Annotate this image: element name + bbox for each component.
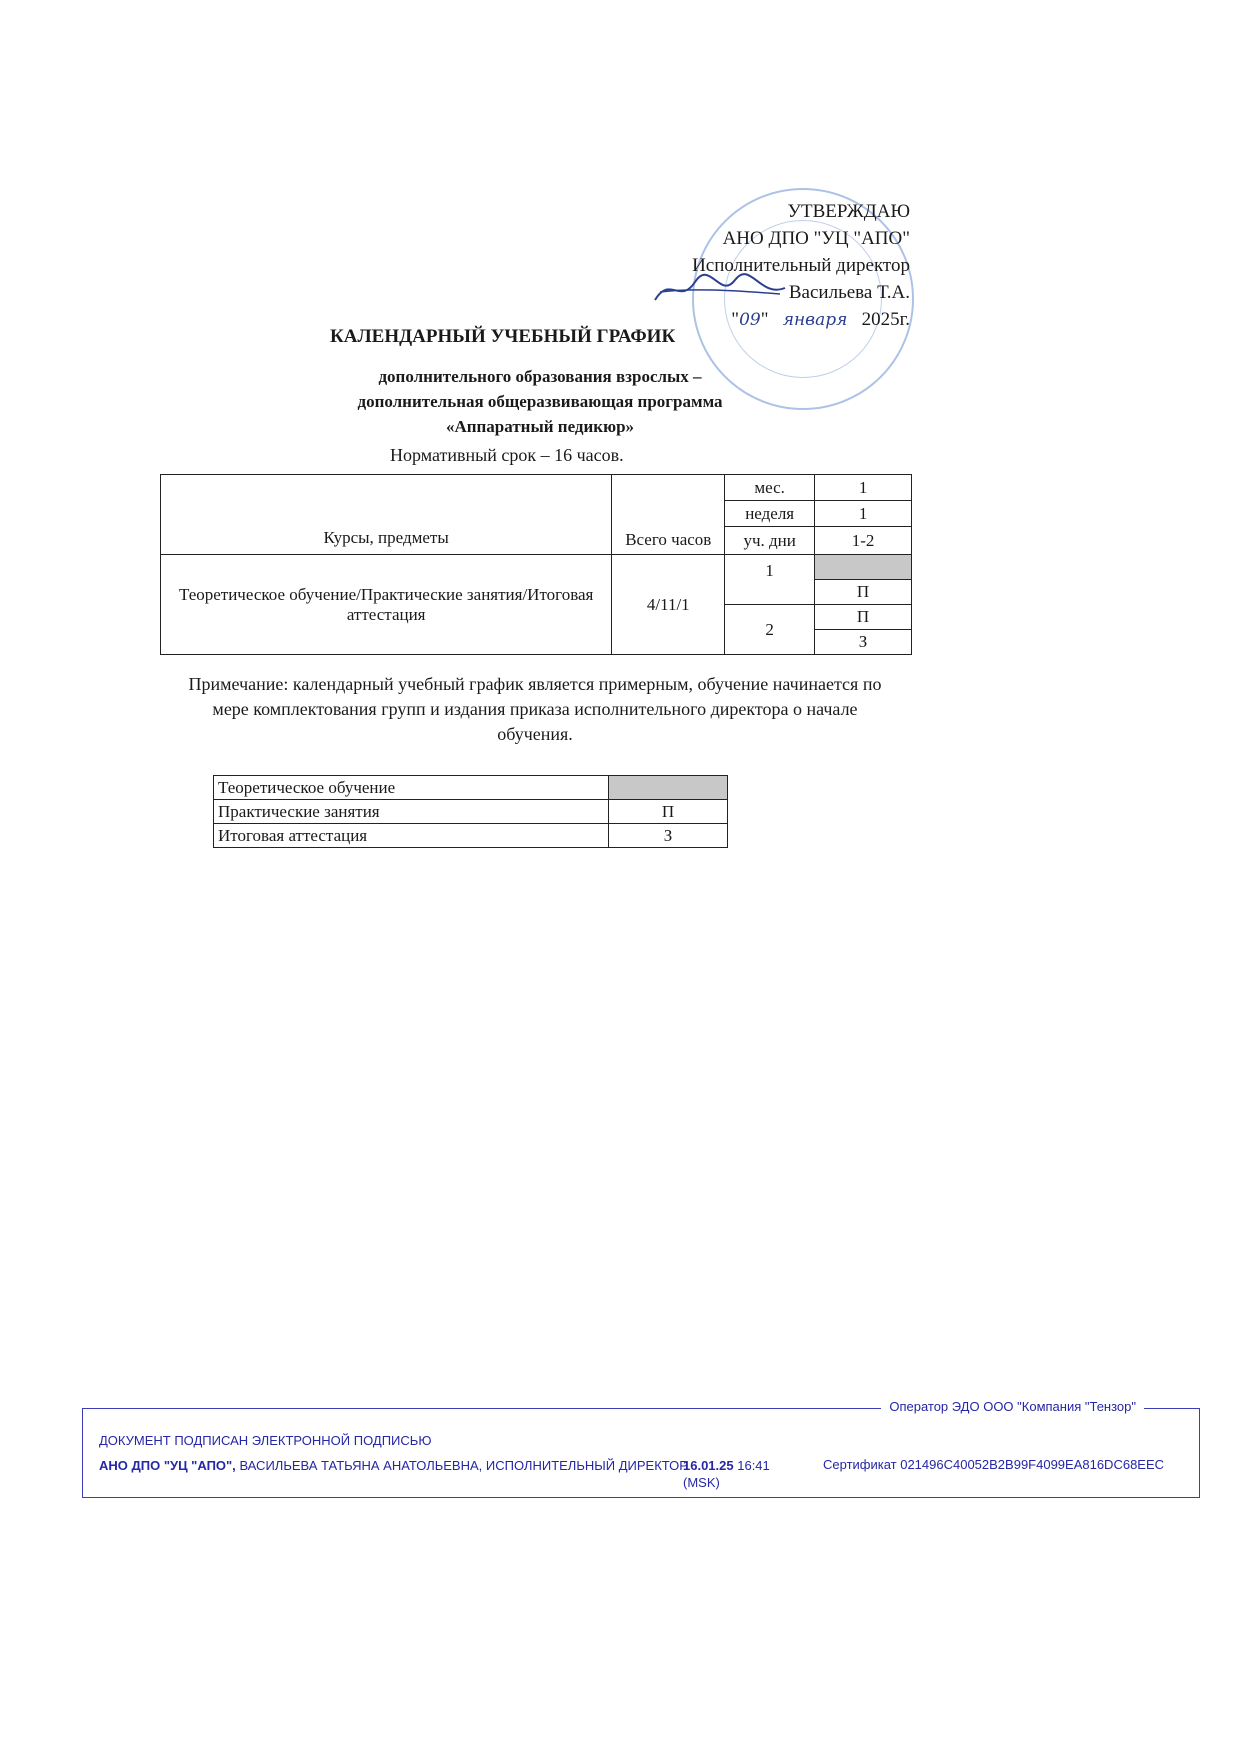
edo-signer bbox=[99, 1457, 739, 1474]
day-2-cell: 2 bbox=[725, 605, 815, 655]
legend-code: П bbox=[609, 800, 728, 824]
legend-row bbox=[214, 776, 728, 800]
month-label: мес. bbox=[725, 475, 815, 501]
edo-operator: Оператор ЭДО ООО "Компания "Тензор" bbox=[881, 1399, 1144, 1414]
approval-heading: УТВЕРЖДАЮ bbox=[787, 201, 910, 222]
approval-position: Исполнительный директор bbox=[692, 255, 910, 276]
theory-cell bbox=[815, 555, 912, 580]
legend-code bbox=[609, 776, 728, 800]
edo-date: 16.01.25 bbox=[683, 1458, 734, 1473]
program-name: «Аппаратный педикюр» bbox=[445, 417, 635, 436]
legend-table bbox=[213, 775, 728, 848]
attestation-cell: З bbox=[815, 630, 912, 655]
edo-organization: АНО ДПО "УЦ "АПО", bbox=[99, 1458, 236, 1473]
note-text: Примечание: календарный учебный график является примерным, обучение начинается по мере комплектования групп и издания приказа исполнительного директора о начале обучения. bbox=[188, 674, 882, 744]
legend-row bbox=[214, 824, 728, 848]
electronic-signature-block bbox=[82, 1399, 1200, 1498]
day-1-cell: 1 bbox=[725, 555, 815, 605]
practice-cell-2: П bbox=[815, 605, 912, 630]
legend-row bbox=[214, 800, 728, 824]
total-hours-header: Всего часов bbox=[612, 475, 725, 555]
approval-block bbox=[692, 198, 910, 334]
approval-organization: АНО ДПО "УЦ "АПО" bbox=[722, 228, 910, 249]
courses-header: Курсы, предметы bbox=[161, 475, 612, 555]
subtitle-line-2: дополнительная общеразвивающая программа bbox=[357, 392, 723, 411]
subtitle-line-1: дополнительного образования взрослых – bbox=[378, 367, 702, 386]
edo-time: 16:41 bbox=[737, 1458, 770, 1473]
week-value: 1 bbox=[815, 501, 912, 527]
edo-timezone: (MSK) bbox=[683, 1475, 720, 1490]
approval-month: января bbox=[782, 310, 848, 330]
week-label: неделя bbox=[725, 501, 815, 527]
approval-year: 2025г. bbox=[861, 309, 910, 330]
edo-certificate: Сертификат 021496C40052B2B99F4099EA816DC68EEC bbox=[823, 1457, 1165, 1472]
approval-day: 09 bbox=[739, 310, 761, 330]
legend-label: Итоговая аттестация bbox=[214, 824, 609, 848]
schedule-table bbox=[160, 474, 912, 655]
study-days-label: уч. дни bbox=[725, 527, 815, 555]
edo-heading: ДОКУМЕНТ ПОДПИСАН ЭЛЕКТРОННОЙ ПОДПИСЬЮ bbox=[99, 1433, 432, 1448]
legend-code: З bbox=[609, 824, 728, 848]
subject-cell: Теоретическое обучение/Практические занятия/Итоговая аттестация bbox=[161, 555, 612, 655]
approval-signer: Васильева Т.А. bbox=[788, 282, 910, 303]
legend-label: Теоретическое обучение bbox=[214, 776, 609, 800]
normative-term: Нормативный срок – 16 часов. bbox=[390, 445, 624, 465]
legend-label: Практические занятия bbox=[214, 800, 609, 824]
edo-signer-name: ВАСИЛЬЕВА ТАТЬЯНА АНАТОЛЬЕВНА, ИСПОЛНИТЕЛЬНЫЙ ДИРЕКТОР bbox=[239, 1458, 688, 1473]
hours-cell: 4/11/1 bbox=[612, 555, 725, 655]
month-value: 1 bbox=[815, 475, 912, 501]
document-title: КАЛЕНДАРНЫЙ УЧЕБНЫЙ ГРАФИК bbox=[330, 326, 676, 347]
practice-cell-1: П bbox=[815, 580, 912, 605]
study-days-value: 1-2 bbox=[815, 527, 912, 555]
approval-date: "09" января 2025г. bbox=[731, 309, 910, 330]
edo-datetime bbox=[683, 1457, 803, 1491]
